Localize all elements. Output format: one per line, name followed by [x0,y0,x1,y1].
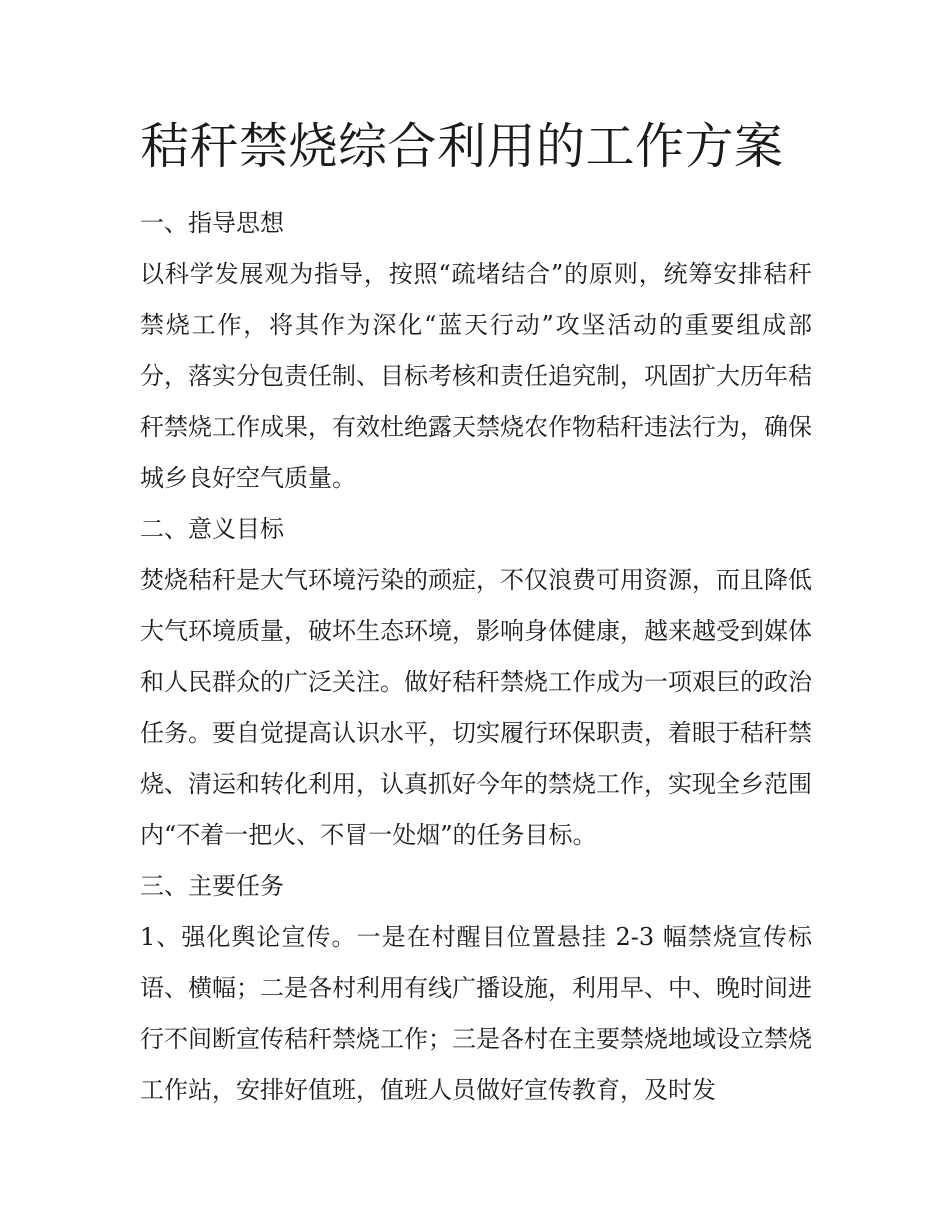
paragraph: 1、强化舆论宣传。一是在村醒目位置悬挂 2-3 幅禁烧宣传标语、横幅；二是各村利用有线广播设施，利用早、中、晚时间进行不间断宣传秸秆禁烧工作；三是各村在主要禁烧地域设立禁烧工作站，安排好值班，值班人员做好宣传教育，及时发 [140,923,812,1104]
document-body [140,198,812,1116]
document-title: 秸秆禁烧综合利用的工作方案 [140,118,784,175]
section-heading: 三、主要任务 [140,872,284,900]
paragraph: 以科学发展观为指导，按照“疏堵结合”的原则，统筹安排秸秆禁烧工作，将其作为深化“蓝天行动”攻坚活动的重要组成部分，落实分包责任制、目标考核和责任追究制，巩固扩大历年秸秆禁烧工作成果，有效杜绝露天禁烧农作物秸秆违法行为，确保城乡良好空气质量。 [140,260,812,492]
paragraph: 焚烧秸秆是大气环境污染的顽症，不仅浪费可用资源，而且降低大气环境质量，破坏生态环境，影响身体健康，越来越受到媒体和人民群众的广泛关注。做好秸秆禁烧工作成为一项艰巨的政治任务。要自觉提高认识水平，切实履行环保职责，着眼于秸秆禁烧、清运和转化利用，认真抓好今年的禁烧工作，实现全乡范围内“不着一把火、不冒一处烟”的任务目标。 [140,566,812,849]
section-heading: 一、指导思想 [140,209,284,237]
section-heading: 二、意义目标 [140,515,284,543]
